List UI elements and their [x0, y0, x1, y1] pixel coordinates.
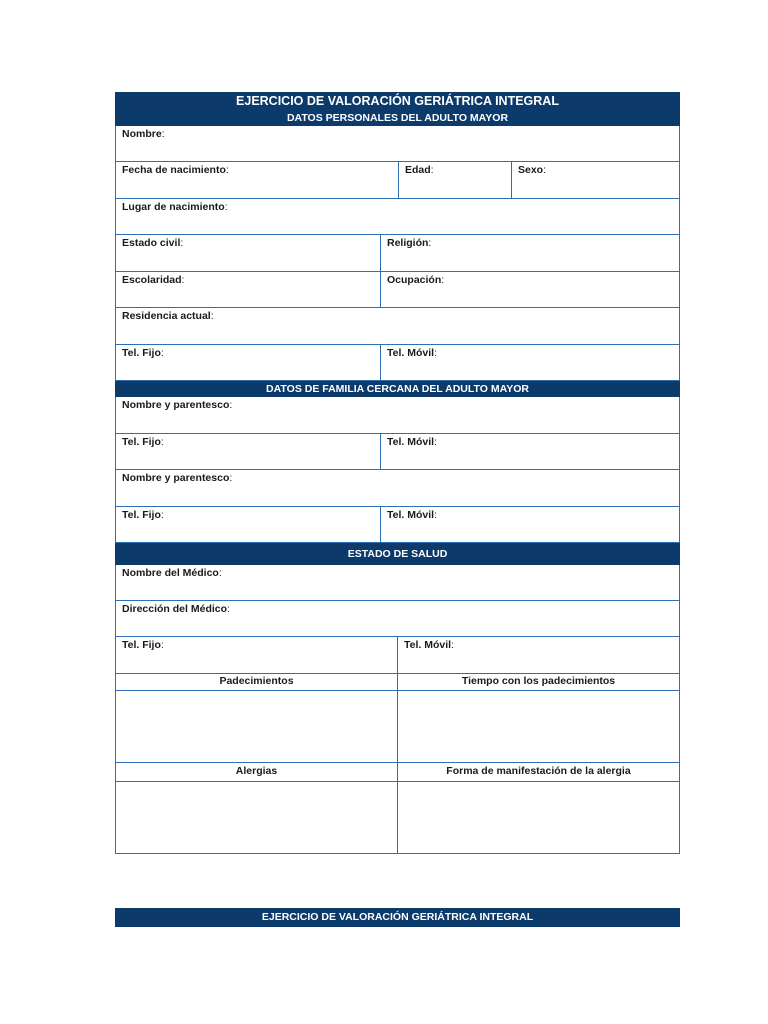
field-fecha-nacimiento[interactable]: Fecha de nacimiento: — [116, 162, 399, 198]
header-forma-alergia: Forma de manifestación de la alergia — [446, 765, 631, 777]
label-nombre: Nombre — [122, 128, 162, 140]
field-forma-alergia[interactable] — [398, 782, 679, 853]
label-lugar-nacimiento: Lugar de nacimiento — [122, 201, 225, 213]
field-edad[interactable]: Edad: — [399, 162, 512, 198]
header-padecimientos: Padecimientos — [116, 674, 398, 690]
row-telefonos-medico — [115, 637, 680, 674]
field-ocupacion[interactable]: Ocupación: — [387, 274, 445, 286]
header-alergias: Alergias — [116, 763, 398, 781]
row-residencia — [115, 308, 680, 345]
row-direccion-medico — [115, 601, 680, 637]
field-nombre-parentesco-2[interactable]: Nombre y parentesco: — [122, 472, 233, 484]
field-fam1-tel-fijo[interactable]: Tel. Fijo: — [116, 434, 381, 469]
label-nombre-medico: Nombre del Médico — [122, 567, 219, 579]
label-fam1-tel-movil: Tel. Móvil — [387, 436, 435, 448]
assessment-form — [115, 92, 680, 854]
label-fam1-tel-fijo: Tel. Fijo — [122, 436, 161, 448]
field-tiempo-padecimientos[interactable] — [398, 691, 679, 762]
field-nombre[interactable]: Nombre: — [122, 128, 165, 140]
row-fecha-edad-sexo — [115, 162, 680, 199]
next-page-title: EJERCICIO DE VALORACIÓN GERIÁTRICA INTEGRAL — [115, 908, 680, 927]
label-tel-fijo: Tel. Fijo — [122, 347, 161, 359]
field-religion[interactable]: Religión: — [387, 237, 432, 249]
label-ocupacion: Ocupación — [387, 274, 442, 286]
section-salud-header: ESTADO DE SALUD — [115, 543, 680, 565]
field-nombre-medico[interactable]: Nombre del Médico: — [122, 567, 222, 579]
field-estado-civil[interactable]: Estado civil: — [116, 235, 381, 271]
row-familiar-1 — [115, 397, 680, 434]
field-fam2-tel-movil[interactable]: Tel. Móvil: — [387, 509, 437, 521]
header-tiempo-padecimientos: Tiempo con los padecimientos — [461, 675, 616, 687]
label-direccion-medico: Dirección del Médico — [122, 603, 228, 615]
field-medico-tel-fijo[interactable]: Tel. Fijo: — [116, 637, 398, 673]
row-nombre — [115, 126, 680, 162]
label-escolaridad: Escolaridad — [122, 274, 182, 286]
label-fecha-nacimiento: Fecha de nacimiento — [122, 164, 226, 176]
row-alergias-header — [115, 763, 680, 782]
label-residencia: Residencia actual — [122, 310, 211, 322]
field-fam2-tel-fijo[interactable]: Tel. Fijo: — [116, 507, 381, 542]
section-personal-header: DATOS PERSONALES DEL ADULTO MAYOR — [115, 110, 680, 126]
label-estado-civil: Estado civil — [122, 237, 181, 249]
field-tel-movil[interactable]: Tel. Móvil: — [387, 347, 437, 359]
row-alergias-body — [115, 782, 680, 854]
field-medico-tel-movil[interactable]: Tel. Móvil: — [404, 639, 454, 651]
label-tel-movil: Tel. Móvil — [387, 347, 435, 359]
label-religion: Religión — [387, 237, 429, 249]
row-telefonos-personal — [115, 345, 680, 381]
label-medico-tel-movil: Tel. Móvil — [404, 639, 452, 651]
field-sexo[interactable]: Sexo: — [518, 164, 547, 176]
field-residencia[interactable]: Residencia actual: — [122, 310, 214, 322]
row-familiar-2 — [115, 470, 680, 507]
label-fam2-tel-movil: Tel. Móvil — [387, 509, 435, 521]
label-edad: Edad — [405, 164, 431, 176]
field-nombre-parentesco-1[interactable]: Nombre y parentesco: — [122, 399, 233, 411]
row-padecimientos-body — [115, 691, 680, 763]
row-nombre-medico — [115, 565, 680, 601]
field-padecimientos[interactable] — [116, 691, 398, 762]
row-padecimientos-header — [115, 674, 680, 691]
form-title: EJERCICIO DE VALORACIÓN GERIÁTRICA INTEGRAL — [115, 92, 680, 110]
label-medico-tel-fijo: Tel. Fijo — [122, 639, 161, 651]
field-fam1-tel-movil[interactable]: Tel. Móvil: — [387, 436, 437, 448]
row-lugar-nacimiento — [115, 199, 680, 235]
field-lugar-nacimiento[interactable]: Lugar de nacimiento: — [122, 201, 228, 213]
label-nombre-parentesco-2: Nombre y parentesco — [122, 472, 230, 484]
row-escolaridad-ocupacion — [115, 272, 680, 308]
row-estado-civil-religion — [115, 235, 680, 272]
row-telefonos-familiar-1 — [115, 434, 680, 470]
label-sexo: Sexo — [518, 164, 544, 176]
label-nombre-parentesco-1: Nombre y parentesco — [122, 399, 230, 411]
label-fam2-tel-fijo: Tel. Fijo — [122, 509, 161, 521]
field-tel-fijo[interactable]: Tel. Fijo: — [116, 345, 381, 380]
field-alergias[interactable] — [116, 782, 398, 853]
field-direccion-medico[interactable]: Dirección del Médico: — [122, 603, 230, 615]
field-escolaridad[interactable]: Escolaridad: — [116, 272, 381, 307]
row-telefonos-familiar-2 — [115, 507, 680, 543]
section-familia-header: DATOS DE FAMILIA CERCANA DEL ADULTO MAYOR — [115, 381, 680, 397]
